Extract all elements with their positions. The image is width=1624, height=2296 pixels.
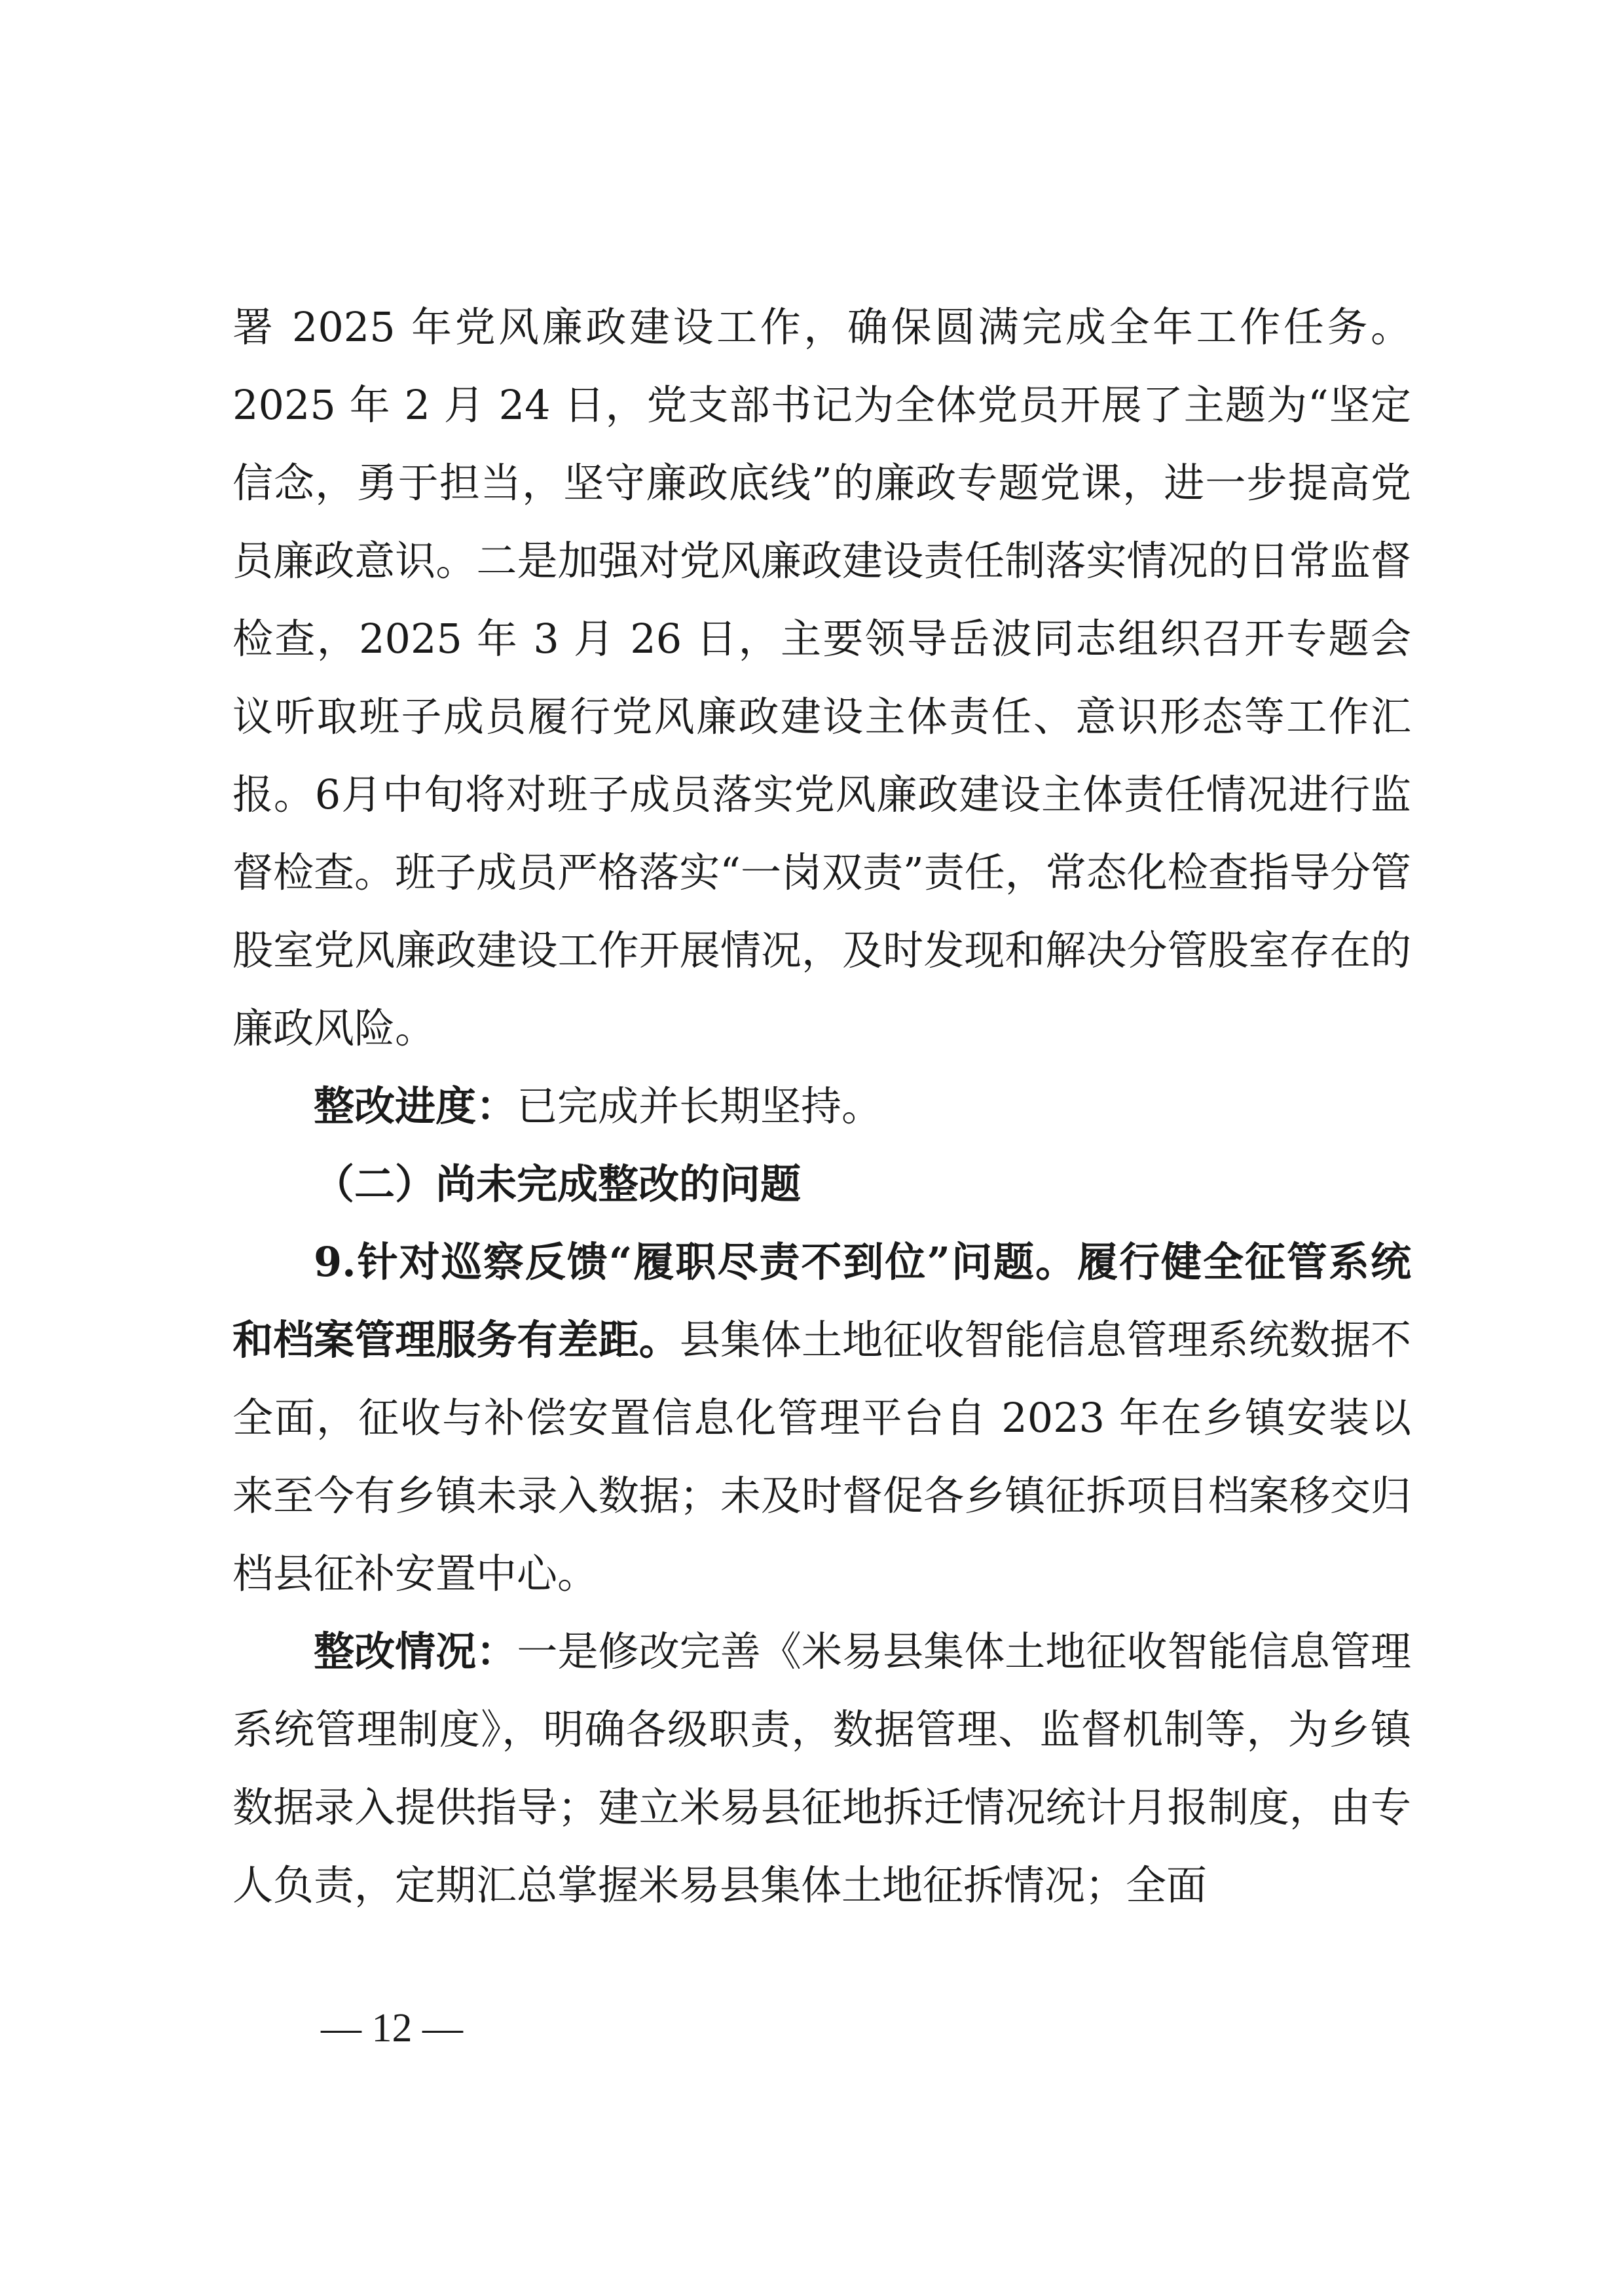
issue-paragraph: [232, 1223, 1411, 1613]
document-body: [232, 288, 1411, 1924]
progress-label: 整改进度：: [314, 1082, 517, 1130]
issue-text: 县集体土地征收智能信息管理系统数据不全面，征收与补偿安置信息化管理平台自 2023 年在乡镇安装以来至今有乡镇未录入数据；未及时督促各乡镇征拆项目档案移交归档县征补安置中心。: [232, 1316, 1411, 1597]
section-heading: （二）尚未完成整改的问题: [314, 1160, 802, 1208]
progress-text: 已完成并长期坚持。: [517, 1082, 883, 1130]
paragraph-continuation: 署 2025 年党风廉政建设工作，确保圆满完成全年工作任务。2025 年 2 月 24 日，党支部书记为全体党员开展了主题为“坚定信念，勇于担当，坚守廉政底线”的廉政专题党课，进一步提高党员廉政意识。二是加强对党风廉政建设责任制落实情况的日常监督检查，2025 年 3 月 26 日，主要领导岳波同志组织召开专题会议听取班子成员履行党风廉政建设主体责任、意识形态等工作汇报。6月中旬将对班子成员落实党风廉政建设主体责任情况进行监督检查。班子成员严格落实“一岗双责”责任，常态化检查指导分管股室党风廉政建设工作开展情况，及时发现和解决分管股室存在的廉政风险。: [232, 303, 1411, 1052]
rectification-paragraph: [232, 1613, 1411, 1924]
page-number: — 12 —: [321, 2006, 463, 2050]
rectification-label: 整改情况：: [314, 1628, 517, 1675]
rectification-text: 一是修改完善《米易县集体土地征收智能信息管理系统管理制度》，明确各级职责，数据管理、监督机制等，为乡镇数据录入提供指导；建立米易县征地拆迁情况统计月报制度，由专人负责，定期汇总掌握米易县集体土地征拆情况；全面: [232, 1628, 1411, 1909]
rectification-progress: [232, 1067, 1411, 1145]
issue-heading: 9.针对巡察反馈“履职尽责不到位”问题。履行健全征管系统和档案管理服务有差距。: [232, 1238, 1411, 1364]
